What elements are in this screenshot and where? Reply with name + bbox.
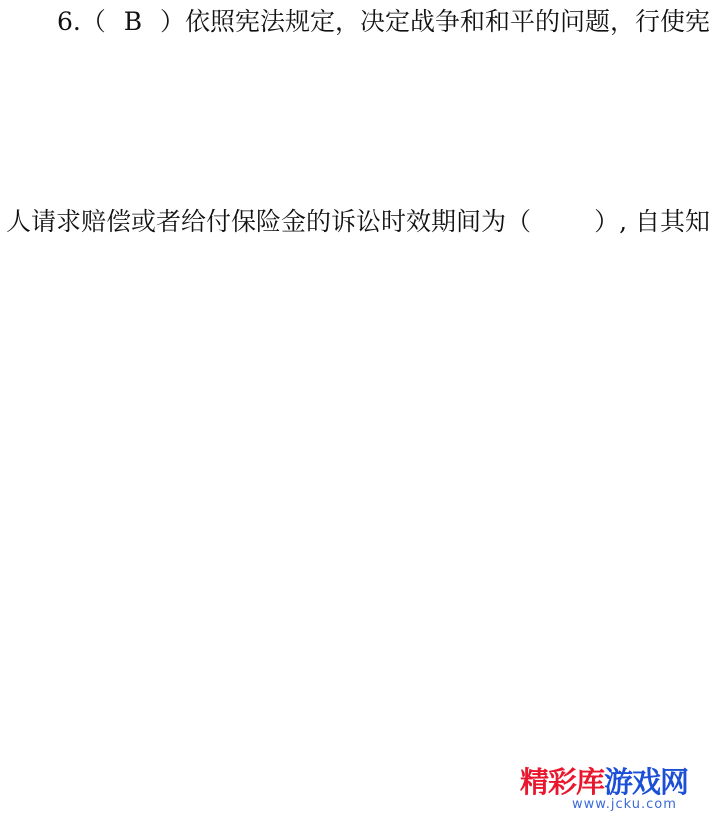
question-7-line-4 [6,305,716,339]
answer-mark: B [123,7,143,36]
question-6-line-2 [6,55,716,89]
text-segment: ）依照宪法规定，决定战争和和平的问题，行使宪 [159,7,710,36]
question-9-line-1 [0,655,716,689]
question-6-line-1 [0,5,716,39]
watermark-name-part2: 游戏网 [604,765,689,799]
question-7-line-3 [6,255,716,289]
question-7-line-1 [57,155,716,189]
watermark-name-part1: 精彩库 [520,765,605,799]
text-segment: 6.（ [57,7,106,36]
watermark-logo [520,760,688,801]
question-8-options-line-2 [0,605,716,639]
question-7-options [0,405,716,439]
watermark-url: www.jcku.com [572,797,677,812]
question-8-options-line-1 [0,555,716,589]
text-segment: ）, 自其知 [594,207,710,236]
question-7-line-2 [0,205,716,239]
question-8-line-1 [57,455,716,489]
question-9-options [0,705,716,739]
question-7-line-5 [6,355,716,389]
site-watermark [520,754,716,818]
question-8-line-2 [0,505,716,539]
text-segment: 人请求赔偿或者给付保险金的诉讼时效期间为（ [6,207,532,236]
question-6-options [57,105,716,139]
